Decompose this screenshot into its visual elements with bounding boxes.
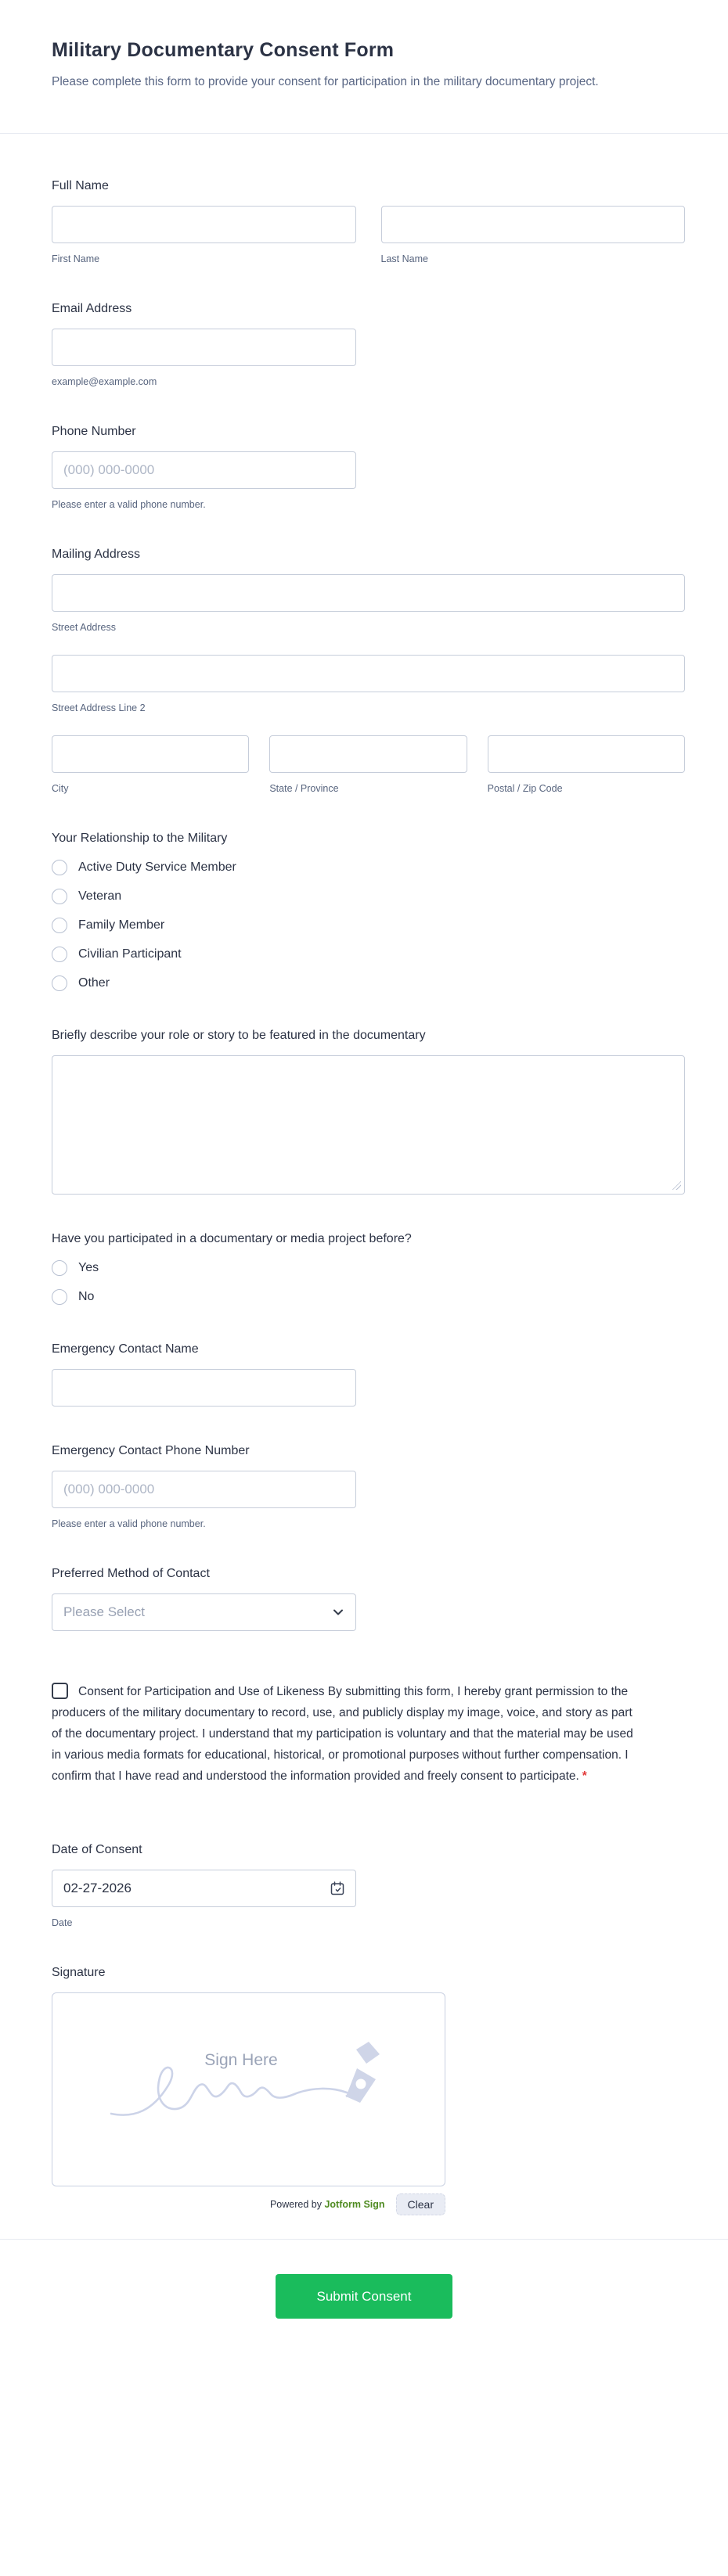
select-placeholder: Please Select <box>63 1604 145 1619</box>
question-contact-method <box>52 1567 685 1631</box>
radio-button-icon[interactable] <box>52 1289 67 1305</box>
radio-label: Other <box>78 976 110 990</box>
first-name-sublabel: First Name <box>52 253 100 264</box>
sign-here-text: Sign Here <box>204 2051 278 2069</box>
date-sublabel: Date <box>52 1917 73 1928</box>
clear-signature-button[interactable]: Clear <box>396 2193 445 2215</box>
emergency-phone-label: Emergency Contact Phone Number <box>52 1444 250 1457</box>
phone-label: Phone Number <box>52 425 136 438</box>
required-marker: * <box>582 1769 587 1783</box>
story-label: Briefly describe your role or story to be featured in the documentary <box>52 1029 426 1042</box>
radio-button-icon[interactable] <box>52 947 67 962</box>
jotform-sign-brand: Jotform Sign <box>324 2199 385 2210</box>
question-story <box>52 1029 685 1195</box>
form-body <box>0 134 728 2239</box>
emergency-phone-sublabel: Please enter a valid phone number. <box>52 1518 206 1529</box>
city-input[interactable] <box>52 735 249 773</box>
form-header <box>0 0 728 92</box>
story-textarea[interactable] <box>52 1055 685 1195</box>
submit-button[interactable]: Submit Consent <box>276 2274 452 2319</box>
last-name-input[interactable] <box>381 206 686 243</box>
postal-sublabel: Postal / Zip Code <box>487 783 563 794</box>
emergency-name-input[interactable] <box>52 1369 356 1407</box>
powered-by-text: Powered by Jotform Sign <box>269 2199 385 2210</box>
postal-input[interactable] <box>488 735 685 773</box>
radio-option-active-duty[interactable] <box>52 860 685 875</box>
question-email <box>52 302 685 387</box>
radio-label: Civilian Participant <box>78 947 182 961</box>
radio-button-icon[interactable] <box>52 860 67 875</box>
page-title: Military Documentary Consent Form <box>52 39 395 61</box>
relationship-label: Your Relationship to the Military <box>52 832 228 845</box>
submit-section <box>0 2240 728 2361</box>
street-address-sublabel: Street Address <box>52 622 116 633</box>
state-input[interactable] <box>269 735 467 773</box>
question-phone <box>52 425 685 510</box>
radio-label: No <box>78 1290 95 1303</box>
participated-label: Have you participated in a documentary or media project before? <box>52 1232 412 1245</box>
address-label: Mailing Address <box>52 548 140 561</box>
phone-input[interactable] <box>52 451 356 489</box>
date-label: Date of Consent <box>52 1843 142 1856</box>
signature-pad[interactable] <box>52 1992 445 2186</box>
question-emergency-name <box>52 1342 685 1407</box>
radio-label: Veteran <box>78 889 122 903</box>
radio-label: Active Duty Service Member <box>78 860 236 874</box>
question-full-name <box>52 179 685 264</box>
radio-button-icon[interactable] <box>52 975 67 991</box>
chevron-down-icon <box>332 1606 344 1619</box>
radio-label: Family Member <box>78 918 165 932</box>
pen-nib-icon <box>346 2042 380 2103</box>
question-signature <box>52 1966 685 2215</box>
signature-label: Signature <box>52 1966 106 1979</box>
question-consent <box>52 1681 635 1787</box>
last-name-sublabel: Last Name <box>380 253 428 264</box>
full-name-label: Full Name <box>52 179 109 192</box>
radio-label: Yes <box>78 1261 99 1274</box>
street-address-line2-input[interactable] <box>52 655 685 692</box>
emergency-phone-input[interactable] <box>52 1471 356 1508</box>
consent-checkbox[interactable] <box>52 1683 68 1699</box>
radio-button-icon[interactable] <box>52 918 67 933</box>
question-date <box>52 1843 685 1928</box>
state-sublabel: State / Province <box>269 783 339 794</box>
contact-method-label: Preferred Method of Contact <box>52 1567 210 1580</box>
radio-button-icon[interactable] <box>52 1260 67 1276</box>
emergency-name-label: Emergency Contact Name <box>52 1342 199 1356</box>
radio-option-civilian-participant[interactable] <box>52 947 685 962</box>
email-label: Email Address <box>52 302 132 315</box>
question-mailing-address <box>52 548 685 794</box>
radio-option-family-member[interactable] <box>52 918 685 933</box>
city-sublabel: City <box>52 783 69 794</box>
phone-sublabel: Please enter a valid phone number. <box>52 499 206 510</box>
signature-footer <box>52 2193 445 2215</box>
signature-placeholder-graphic <box>108 2039 390 2140</box>
page-subtitle: Please complete this form to provide your consent for participation in the military documentary project. <box>52 75 599 88</box>
radio-option-no[interactable] <box>52 1289 685 1305</box>
consent-text: Consent for Participation and Use of Likeness By submitting this form, I hereby grant permission to the producers of the military documentary to record, use, and publicly display my image, voice, and story as part of the documentary project. I understand that my participation is voluntary and that the material may be used in various media formats for educational, historical, or promotional purposes without further compensation. I confirm that I have read and understood the information provided and freely consent to participate. <box>52 1685 633 1783</box>
street-address-line2-sublabel: Street Address Line 2 <box>52 702 146 713</box>
email-input[interactable] <box>52 329 356 366</box>
contact-method-select[interactable] <box>52 1593 356 1631</box>
street-address-input[interactable] <box>52 574 685 612</box>
date-input[interactable] <box>52 1870 356 1907</box>
radio-option-yes[interactable] <box>52 1260 685 1276</box>
signature-scribble-icon <box>111 2068 347 2115</box>
radio-button-icon[interactable] <box>52 889 67 904</box>
resize-handle-icon[interactable] <box>672 1181 681 1190</box>
first-name-input[interactable] <box>52 206 356 243</box>
question-emergency-phone <box>52 1444 685 1529</box>
radio-option-other[interactable] <box>52 975 685 991</box>
question-relationship <box>52 832 685 991</box>
radio-option-veteran[interactable] <box>52 889 685 904</box>
email-sublabel: example@example.com <box>52 376 157 387</box>
question-participated-before <box>52 1232 685 1305</box>
